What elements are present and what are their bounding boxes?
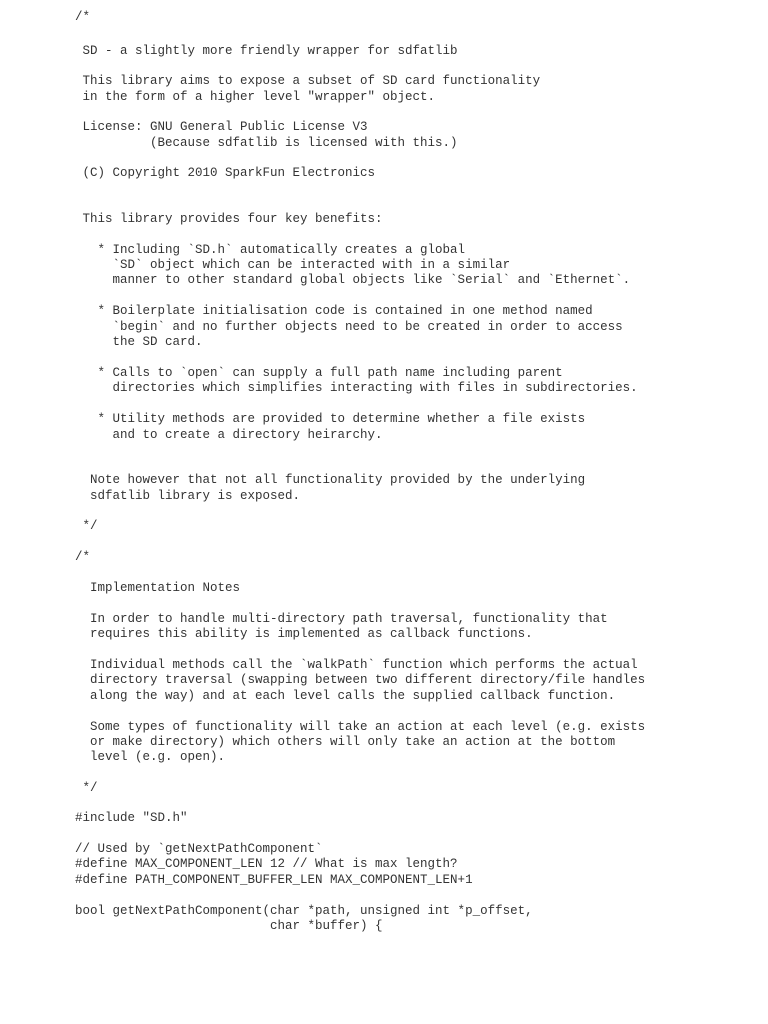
code-line: * Including `SD.h` automatically creates a global [75,243,466,257]
code-line: * Utility methods are provided to determine whether a file exists [75,412,586,426]
code-line: Some types of functionality will take an action at each level (e.g. exists [75,720,646,734]
code-line: the SD card. [75,335,203,349]
code-line: requires this ability is implemented as callback functions. [75,627,533,641]
code-line: // Used by `getNextPathComponent` [75,842,323,856]
code-line: /* [75,10,91,24]
code-line: and to create a directory heirarchy. [75,428,383,442]
code-line: level (e.g. open). [75,750,226,764]
code-line: along the way) and at each level calls the supplied callback function. [75,689,616,703]
code-line: manner to other standard global objects like `Serial` and `Ethernet`. [75,273,631,287]
code-line: * Calls to `open` can supply a full path name including parent [75,366,563,380]
code-line: * Boilerplate initialisation code is contained in one method named [75,304,593,318]
code-line: Implementation Notes [75,581,241,595]
code-line: `SD` object which can be interacted with in a similar [75,258,511,272]
code-line: or make directory) which others will only take an action at the bottom [75,735,616,749]
code-line: bool getNextPathComponent(char *path, unsigned int *p_offset, [75,904,533,918]
code-line: Note however that not all functionality provided by the underlying [75,473,586,487]
code-line: In order to handle multi-directory path traversal, functionality that [75,612,608,626]
code-line: */ [75,519,98,533]
code-line: #define MAX_COMPONENT_LEN 12 // What is max length? [75,857,458,871]
code-line: Individual methods call the `walkPath` function which performs the actual [75,658,638,672]
code-line: This library aims to expose a subset of SD card functionality [75,74,541,88]
code-line: /* [75,550,91,564]
code-line: directories which simplifies interacting with files in subdirectories. [75,381,638,395]
code-line: SD - a slightly more friendly wrapper for sdfatlib [75,44,458,58]
code-line: */ [75,781,98,795]
code-line: `begin` and no further objects need to be created in order to access [75,320,623,334]
code-line: This library provides four key benefits: [75,212,383,226]
code-line: License: GNU General Public License V3 [75,120,368,134]
code-line: (Because sdfatlib is licensed with this.) [75,136,458,150]
code-line: in the form of a higher level "wrapper" object. [75,90,436,104]
code-line: (C) Copyright 2010 SparkFun Electronics [75,166,376,180]
code-line: directory traversal (swapping between two different directory/file handles [75,673,646,687]
code-line: sdfatlib library is exposed. [75,489,301,503]
code-line: #include "SD.h" [75,811,188,825]
code-line: char *buffer) { [75,919,383,933]
code-line: #define PATH_COMPONENT_BUFFER_LEN MAX_COMPONENT_LEN+1 [75,873,473,887]
